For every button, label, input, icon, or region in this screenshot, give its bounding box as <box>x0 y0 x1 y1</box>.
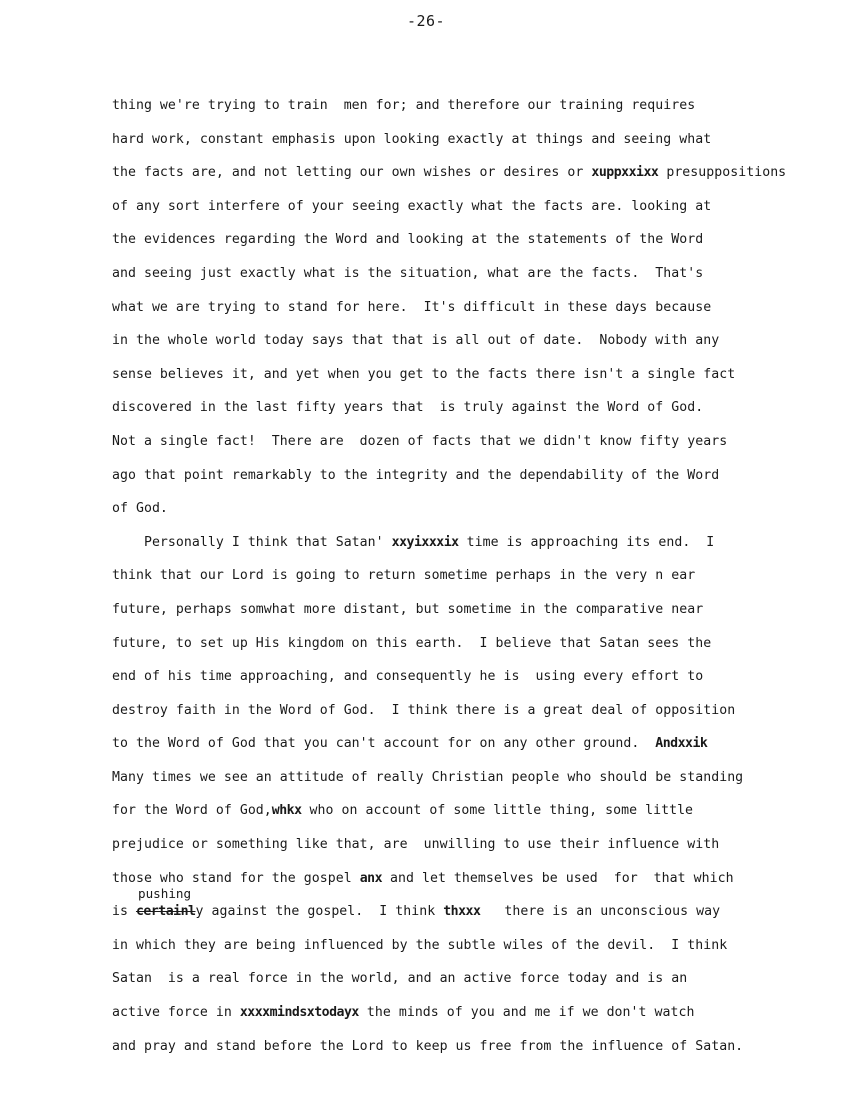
handwritten-insert: pushing <box>138 886 192 901</box>
text-run: and pray and stand before the Lord to keep us free from the influence of Satan. <box>112 1038 744 1054</box>
text-run: in which they are being influenced by the subtle wiles of the devil. I think <box>112 937 728 953</box>
text-line <box>112 264 837 298</box>
text-line <box>112 197 837 231</box>
text-line <box>112 701 837 735</box>
struck-through-text: certainl <box>135 904 196 920</box>
text-line <box>112 365 837 399</box>
text-line <box>112 96 837 130</box>
text-line <box>112 298 837 332</box>
text-run: discovered in the last fifty years that is truly against the Word of God. <box>112 400 704 416</box>
typed-over-text: xxyixxxix <box>391 534 459 550</box>
text-line <box>112 634 837 668</box>
text-run: sense believes it, and yet when you get to the facts there isn't a single fact <box>112 366 736 382</box>
text-line <box>112 499 837 533</box>
typed-over-text: thxxx <box>443 904 481 920</box>
typed-over-text: whkx <box>271 803 302 819</box>
text-run: Many times we see an attitude of really Christian people who should be standing <box>112 769 744 785</box>
text-run: hard work, constant emphasis upon looking exactly at things and seeing what <box>112 131 712 147</box>
text-run: active force in <box>112 1005 240 1021</box>
typed-over-text: anx <box>359 870 383 886</box>
text-run: of any sort interfere of your seeing exactly what the facts are. looking at <box>112 198 712 214</box>
text-line <box>112 163 852 197</box>
text-run: and seeing just exactly what is the situation, what are the facts. That's <box>112 265 704 281</box>
text-run: destroy faith in the Word of God. I think there is a great deal of opposition <box>112 702 736 718</box>
text-run: who on account of some little thing, some little <box>301 803 694 819</box>
text-run: what we are trying to stand for here. It's difficult in these days because <box>112 299 712 315</box>
text-run: prejudice or something like that, are unwilling to use their influence with <box>112 837 720 853</box>
text-line <box>112 533 837 567</box>
text-line <box>112 331 837 365</box>
text-run: presuppositions <box>658 165 787 181</box>
text-run: and let themselves be used for that which <box>382 870 734 886</box>
text-line <box>112 969 837 1003</box>
text-run: end of his time approaching, and consequently he is using every effort to <box>112 669 704 685</box>
text-line <box>112 902 837 936</box>
text-run: y against the gospel. I think <box>195 904 444 920</box>
text-line <box>112 835 837 869</box>
text-run: in the whole world today says that that is all out of date. Nobody with any <box>112 333 720 349</box>
text-run: Personally I think that Satan' <box>112 534 392 550</box>
text-line <box>112 667 837 701</box>
text-run: time is approaching its end. I <box>458 534 715 550</box>
text-run: those who stand for the gospel <box>112 870 360 886</box>
text-run: Not a single fact! There are dozen of facts that we didn't know fifty years <box>112 433 728 449</box>
text-line <box>112 130 837 164</box>
text-run: to the Word of God that you can't account for on any other ground. <box>112 736 656 752</box>
text-run: thing we're trying to train men for; and therefore our training requires <box>112 98 696 113</box>
text-run: there is an unconscious way <box>480 904 721 920</box>
text-run: the evidences regarding the Word and looking at the statements of the Word <box>112 232 704 248</box>
text-line <box>112 600 837 634</box>
text-run: ago that point remarkably to the integrity and the dependability of the Word <box>112 467 720 483</box>
text-line <box>112 432 837 466</box>
text-line <box>112 230 837 264</box>
typed-over-text: xuppxxixx <box>591 165 659 181</box>
text-run: for the Word of God, <box>112 803 272 819</box>
text-run: future, to set up His kingdom on this earth. I believe that Satan sees the <box>112 635 712 651</box>
typed-over-text: Andxxik <box>655 736 708 752</box>
text-line <box>112 768 837 802</box>
text-line <box>112 801 837 835</box>
text-line <box>112 398 837 432</box>
text-run: of God. <box>112 501 168 517</box>
text-line <box>112 1003 837 1037</box>
body-text <box>112 96 837 1070</box>
text-run: future, perhaps somwhat more distant, but sometime in the comparative near <box>112 601 704 617</box>
text-line <box>112 566 837 600</box>
text-run: think that our Lord is going to return sometime perhaps in the very n ear <box>112 568 696 584</box>
text-line <box>112 869 837 903</box>
typed-over-text: xxxxmindsxtodayx <box>239 1005 359 1021</box>
text-run: the facts are, and not letting our own wishes or desires or <box>112 165 592 181</box>
text-run: is <box>112 904 136 920</box>
text-line <box>112 466 837 500</box>
text-run: Satan is a real force in the world, and an active force today and is an <box>112 971 688 987</box>
page-number: -26- <box>406 12 446 30</box>
text-line <box>112 734 837 768</box>
text-line <box>112 1037 837 1071</box>
text-line <box>112 936 837 970</box>
text-run: the minds of you and me if we don't watch <box>358 1005 695 1021</box>
